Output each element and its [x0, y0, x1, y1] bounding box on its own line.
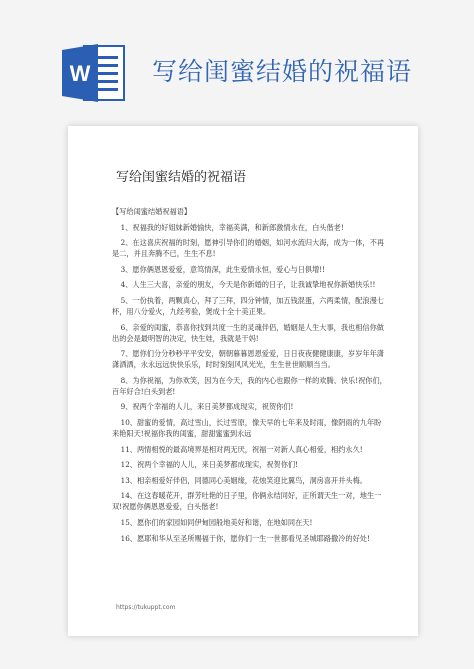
paragraph: 4、人生三大喜，亲爱的朋友，今天是你新婚的日子，让我诚挚地祝你新婚快乐!!: [120, 280, 376, 290]
paragraph: 9、祝两个幸福的人儿，来日美梦都成现实，祝贺你们!: [120, 402, 294, 412]
paragraph: 11、两情相悦的最高境界是相对两无厌，祝福一对新人真心相爱，相约永久!: [120, 444, 363, 454]
paragraph: 7、愿你们分分秒秒平平安安，朝朝暮暮恩恩爱爱，日日夜夜健健康康，岁岁年年潇潇洒洒，永永远远快快乐乐，时时刻刻风风光光，生生世世顺顺当当。: [112, 349, 384, 370]
paragraph: 8、为你祝福，为你欢笑，因为在今天，我的内心也跟你一样的欢腾、快乐!祝你们，百年好合!白头到老!: [112, 375, 387, 396]
document-page: [68, 126, 418, 636]
document-title: 写给闺蜜结婚的祝福语: [116, 170, 247, 185]
paragraph: 16、愿耶和华从至圣所赐福于你，愿你们一生一世都看见圣城耶路撒冷的好处!: [120, 533, 370, 543]
paragraph: 5、一份执着，两颗真心，拜了三拜，四分钟情，加五钱混蛋，六两柔情，配浪漫七杯，用八分爱火，九经考验，煲成十全十美正果。: [112, 295, 384, 316]
paragraph: 15、愿你们的家园如同伊甸园般地美好和谐，在地如同在天!: [120, 517, 313, 527]
banner-title: 写给闺蜜结婚的祝福语: [152, 57, 413, 86]
word-logo-letter: W: [69, 61, 91, 86]
microsoft-word-icon: [62, 44, 126, 102]
paragraph: 1、祝福我的好姐妹新婚愉快，幸福美满，和新郎激情永在，白头偕老!: [120, 222, 344, 232]
footer-url: https://tukuppt.com: [116, 604, 176, 611]
banner: [0, 0, 474, 110]
paragraph: 2、在这喜庆祝福的时刻，愿神引导你们的婚姻，如河水流归大海，成为一体，不再是二，并且奔腾不已，生生不息!: [112, 238, 384, 259]
document-body: [112, 206, 388, 548]
paragraph: 6、亲爱的闺蜜，恭喜你找到共度一生的灵魂伴侣，婚姻是人生大事，我也相信你做出的会是最明智的决定，快生娃，我就是干妈!: [112, 322, 384, 343]
paragraph: 14、在这春暖花开，群芳吐艳的日子里，你俩永结同好，正所谓天生一对，地生一双!祝愿你俩恩恩爱爱，白头偕老!: [112, 491, 382, 512]
paragraph: 10、甜蜜的爱情，高过雪山，长过雪原，像天早的七年来及时雨，像阴雨的九年盼来艳阳天!祝福你我的闺蜜，甜甜蜜蜜到永远: [112, 417, 382, 438]
paragraph: 3、愿你俩恩恩爱爱，意笃情深，此生爱情永恒，爱心与日俱增!!: [120, 264, 326, 274]
document-subheading: 【写给闺蜜结婚祝福语】: [112, 207, 192, 216]
paragraph: 12、祝两个幸福的人儿，来日美梦都成现实，祝贺你们!: [120, 460, 298, 470]
paragraph: 13、相亲相爱好伴侣，同德同心美姻缘，花烛笑迎比翼鸟，洞房喜开并头梅。: [120, 475, 367, 485]
